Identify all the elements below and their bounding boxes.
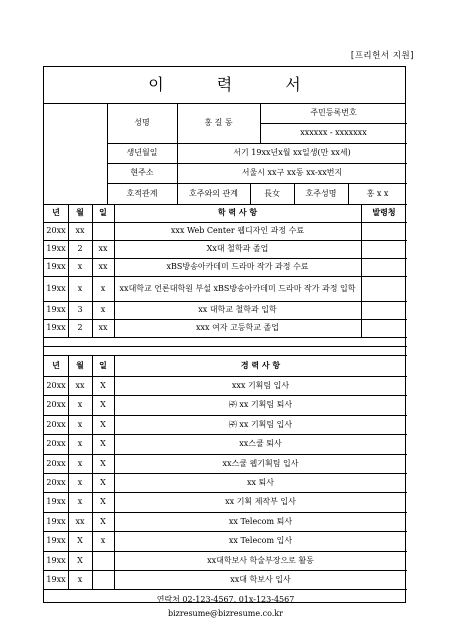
- rrn-label: 주민등록번호: [310, 108, 357, 118]
- career-desc: xxx 기획팀 입사: [231, 381, 290, 391]
- year-cell: 20xx: [46, 458, 66, 468]
- day-cell: xx: [98, 323, 108, 333]
- month-cell: xx: [75, 226, 85, 236]
- year-cell: 20xx: [46, 226, 66, 236]
- year-cell: 19xx: [46, 497, 66, 507]
- month-header: 월: [76, 359, 84, 370]
- divider: [44, 589, 407, 590]
- career-desc: xx스쿨 퇴사: [239, 439, 282, 449]
- day-cell: X: [100, 381, 106, 391]
- day-cell: X: [100, 400, 106, 410]
- month-cell: x: [77, 458, 83, 468]
- month-cell: x: [77, 439, 83, 449]
- education-desc: xBS방송아카데미 드라마 작가 과정 수료: [166, 262, 309, 272]
- relation-label: 호주와의 관계: [189, 188, 238, 198]
- divider: [68, 355, 69, 589]
- day-cell: [92, 551, 114, 570]
- year-cell: 20xx: [46, 381, 66, 391]
- day-header: 일: [99, 207, 107, 218]
- education-desc: xx대학교 언론대학원 부설 xBS방송아카데미 드라마 작가 과정 입학: [119, 283, 356, 293]
- day-cell: X: [100, 478, 106, 488]
- day-cell: X: [100, 458, 106, 468]
- day-cell: xx: [98, 244, 108, 254]
- education-desc: xxx 여자 고등학교 졸업: [196, 323, 279, 333]
- divider: [114, 355, 115, 589]
- rrn-value: xxxxxx - xxxxxxx: [300, 128, 367, 138]
- day-cell: xx: [98, 262, 108, 272]
- year-cell: 19xx: [46, 305, 66, 315]
- year-cell: 20xx: [46, 478, 66, 488]
- year-cell: 20xx: [46, 439, 66, 449]
- career-desc: xx Telecom 입사: [228, 536, 293, 546]
- month-cell: x: [77, 283, 83, 293]
- divider: [44, 346, 407, 347]
- month-cell: X: [77, 536, 83, 546]
- education-desc: xxx Web Center 웹디자인 과정 수료: [170, 226, 305, 236]
- month-header: 월: [76, 207, 84, 218]
- year-cell: 19xx: [46, 575, 66, 585]
- year-cell: 19xx: [46, 283, 66, 293]
- resume-sheet: [43, 66, 406, 619]
- document-title: 이 력 서: [44, 67, 405, 104]
- birth-value: 서기 19xx년x월 xx일생(만 xx세): [233, 148, 351, 158]
- day-cell: X: [100, 516, 106, 526]
- address-value: 서울시 xx구 xx동 xx-xx번지: [241, 168, 343, 178]
- career-desc: xx스쿨 웹기획팀 입사: [222, 458, 299, 468]
- birth-label: 생년월일: [126, 148, 158, 158]
- month-cell: x: [77, 400, 83, 410]
- relation-value: 長女: [264, 188, 280, 198]
- career-header: 경 력 사 항: [240, 359, 281, 370]
- month-cell: x: [77, 419, 83, 429]
- education-desc: xx 대학교 철학과 입학: [198, 305, 277, 315]
- year-cell: 20xx: [46, 419, 66, 429]
- month-cell: x: [77, 262, 83, 272]
- document-tag: [프리헌서 지원]: [350, 51, 414, 61]
- head-label: 호주성명: [305, 188, 337, 198]
- day-cell: X: [100, 419, 106, 429]
- month-cell: x: [77, 497, 83, 507]
- month-cell: X: [77, 555, 83, 565]
- career-desc: xx Telecom 퇴사: [228, 516, 293, 526]
- year-cell: 19xx: [46, 555, 66, 565]
- education-desc: Xx대 철학과 졸업: [206, 244, 269, 254]
- day-cell: X: [100, 497, 106, 507]
- month-cell: x: [77, 575, 83, 585]
- month-cell: 2: [77, 323, 83, 333]
- career-desc: ㈜ xx 기획팀 퇴사: [228, 400, 293, 410]
- head-value: 홍 x x: [366, 188, 389, 198]
- year-cell: 19xx: [46, 262, 66, 272]
- day-cell: x: [100, 305, 106, 315]
- career-desc: xx대학보사 학술부장으로 활동: [207, 555, 314, 565]
- month-cell: 2: [77, 244, 83, 254]
- year-cell: 20xx: [46, 400, 66, 410]
- month-cell: x: [77, 478, 83, 488]
- day-cell: [92, 222, 114, 240]
- name-value: 홍 길 동: [204, 118, 233, 128]
- month-cell: 3: [77, 305, 83, 315]
- year-cell: 19xx: [46, 244, 66, 254]
- year-cell: 19xx: [46, 536, 66, 546]
- career-desc: xx 퇴사: [246, 478, 275, 488]
- divider: [68, 204, 69, 337]
- day-cell: X: [100, 439, 106, 449]
- day-header: 일: [99, 359, 107, 370]
- divider: [361, 204, 362, 337]
- name-label: 성명: [134, 118, 150, 128]
- divider: [92, 204, 93, 337]
- day-cell: x: [100, 536, 106, 546]
- month-cell: xx: [75, 516, 85, 526]
- divider: [114, 204, 115, 337]
- year-header: 년: [52, 359, 60, 370]
- contact-phone: 연락처 02-123-4567, 01x-123-4567: [156, 594, 295, 604]
- year-cell: 19xx: [46, 323, 66, 333]
- day-cell: [92, 570, 114, 589]
- year-header: 년: [52, 207, 60, 218]
- career-desc: xx 기획 제작부 입사: [225, 497, 296, 507]
- month-cell: xx: [75, 381, 85, 391]
- family-label: 호적관계: [126, 188, 158, 198]
- career-desc: ㈜ xx 기획팀 입사: [228, 419, 293, 429]
- divider: [44, 337, 407, 338]
- year-cell: 19xx: [46, 516, 66, 526]
- contact-email: bizresume@bizresume.co.kr: [168, 609, 283, 619]
- divider: [92, 355, 93, 589]
- education-header: 학 력 사 항: [217, 207, 258, 218]
- issuer-header: 발령청: [372, 207, 396, 218]
- career-desc: xx대 학보사 입사: [230, 575, 291, 585]
- address-label: 현주소: [130, 168, 154, 178]
- day-cell: x: [100, 283, 106, 293]
